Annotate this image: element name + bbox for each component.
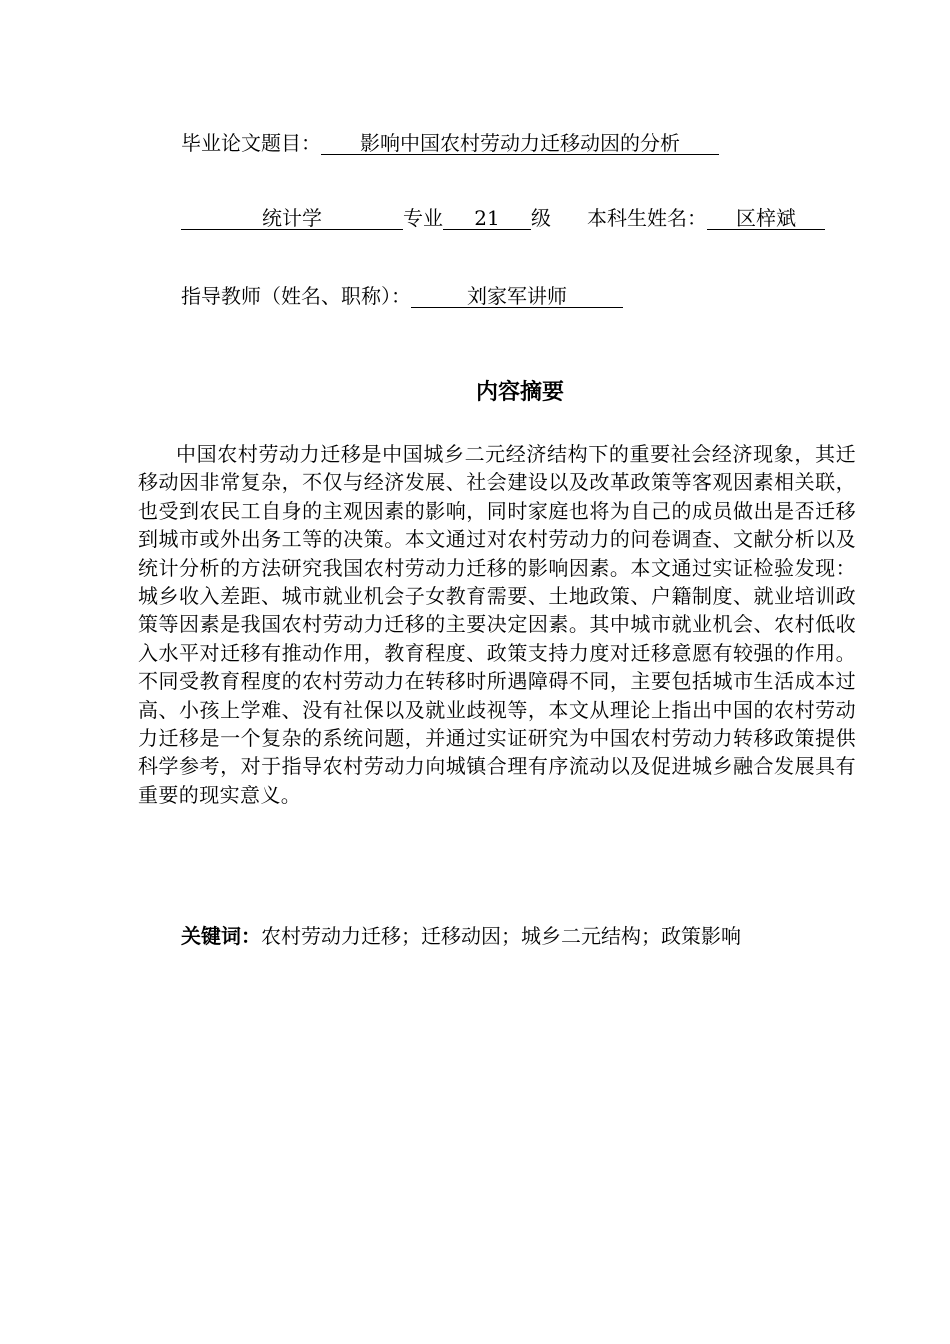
student-name-label: 本科生姓名： bbox=[587, 206, 707, 230]
keywords-row bbox=[181, 922, 741, 950]
grade-label: 级 bbox=[531, 206, 551, 230]
keywords-value: 农村劳动力迁移；迁移动因；城乡二元结构；政策影响 bbox=[261, 924, 741, 948]
thesis-title-value: 影响中国农村劳动力迁移动因的分析 bbox=[321, 132, 719, 155]
abstract-body: 中国农村劳动力迁移是中国城乡二元经济结构下的重要社会经济现象，其迁移动因非常复杂，不仅与经济发展、社会建设以及改革政策等客观因素相关联，也受到农民工自身的主观因素的影响，同时家庭也将为自己的成员做出是否迁移到城市或外出务工等的决策。本文通过对农村劳动力的问卷调查、文献分析以及统计分析的方法研究我国农村劳动力迁移的影响因素。本文通过实证检验发现：城乡收入差距、城市就业机会子女教育需要、土地政策、户籍制度、就业培训政策等因素是我国农村劳动力迁移的主要决定因素。其中城市就业机会、农村低收入水平对迁移有推动作用，教育程度、政策支持力度对迁移意愿有较强的作用。不同受教育程度的农村劳动力在转移时所遇障碍不同，主要包括城市生活成本过高、小孩上学难、没有社保以及就业歧视等，本文从理论上指出中国的农村劳动力迁移是一个复杂的系统问题，并通过实证研究为中国农村劳动力转移政策提供科学参考，对于指导农村劳动力向城镇合理有序流动以及促进城乡融合发展具有重要的现实意义。 bbox=[138, 442, 856, 807]
advisor-value: 刘家军讲师 bbox=[411, 285, 623, 308]
major-grade-student-row bbox=[181, 205, 825, 231]
abstract-heading: 内容摘要 bbox=[475, 380, 564, 405]
grade-value: 21 bbox=[443, 207, 531, 230]
keywords-label: 关键词： bbox=[181, 924, 261, 948]
major-label: 专业 bbox=[403, 206, 443, 230]
major-value: 统计学 bbox=[181, 207, 403, 230]
thesis-title-row bbox=[181, 130, 719, 156]
advisor-label: 指导教师（姓名、职称）： bbox=[181, 284, 411, 308]
thesis-title-label: 毕业论文题目： bbox=[181, 131, 321, 155]
student-name-value: 区梓斌 bbox=[707, 207, 825, 230]
advisor-row bbox=[181, 283, 623, 309]
